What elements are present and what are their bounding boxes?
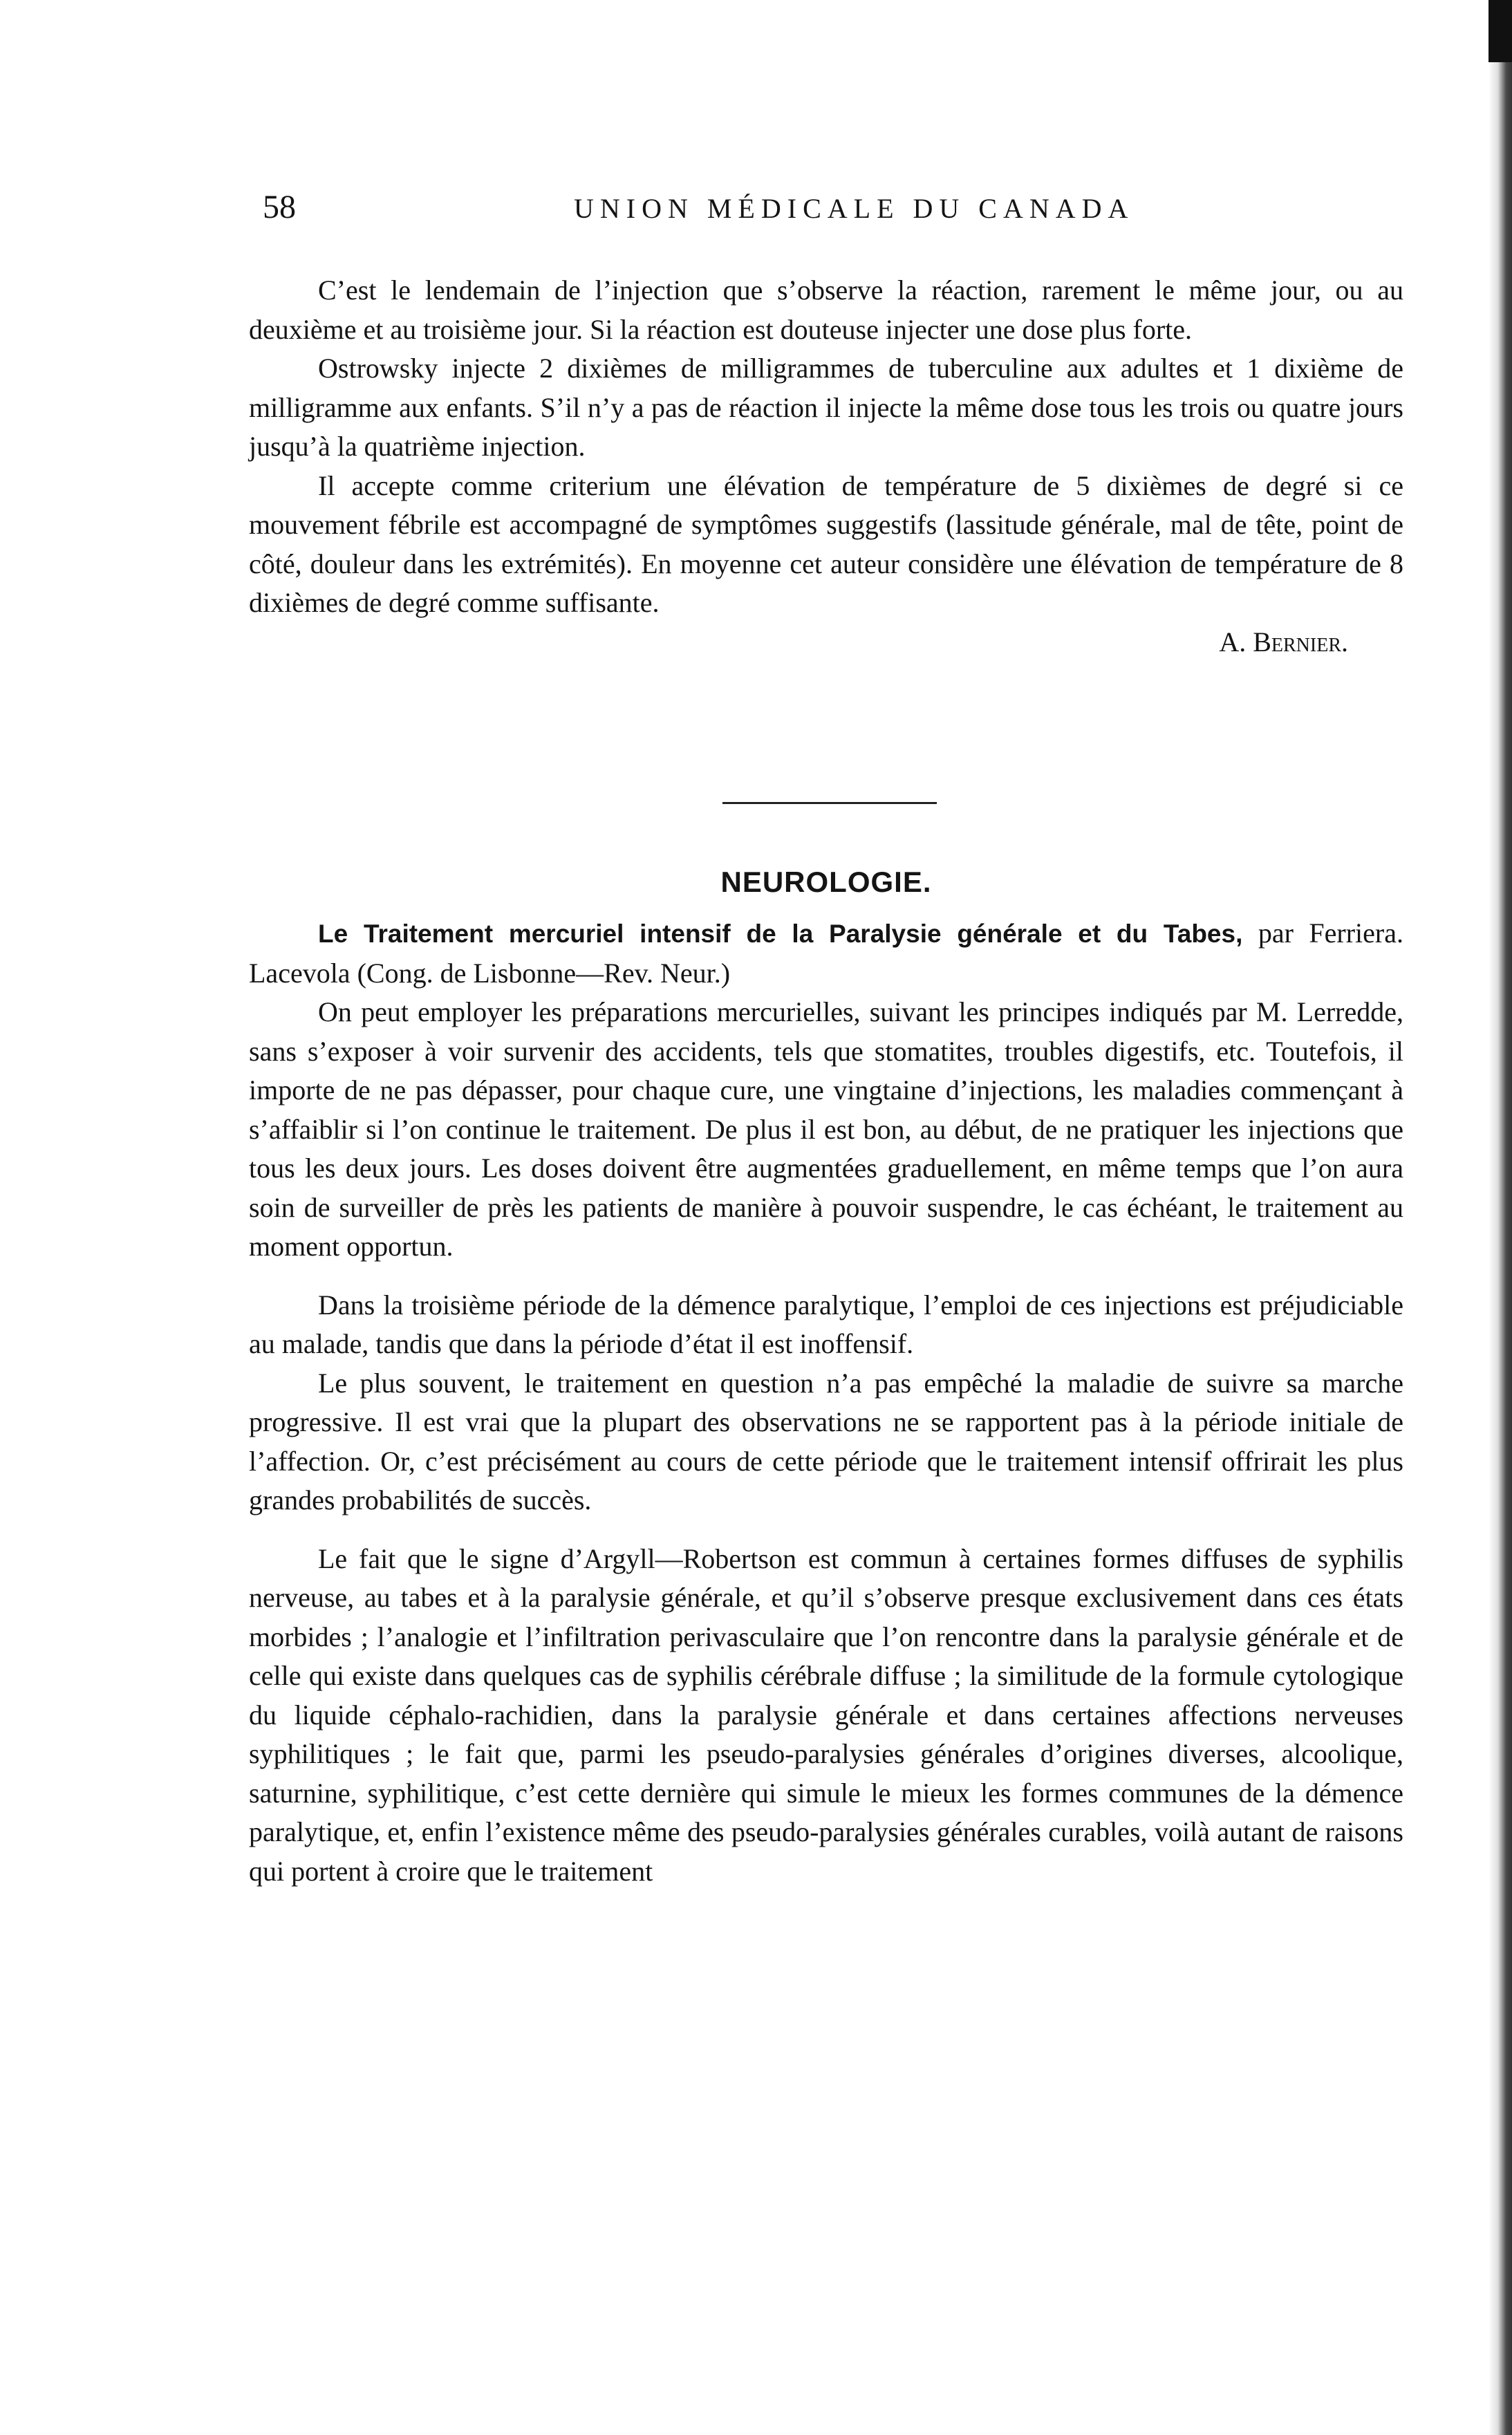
paragraph: Le fait que le signe d’Argyll—Robertson est commun à certaines formes diffuses de syphilis nerveuse, au tabes et à la paralysie générale, et qu’il s’observe presque exclusivement dans ces états morbides ; l’analogie et l’infiltration perivasculaire que l’on rencontre dans la paralysie générale et de celle qui existe dans quelques cas de syphilis cérébrale diffuse ; la similitude de la formule cytologique du liquide céphalo-rachidien, dans la paralysie générale et dans certaines affections nerveuses syphilitiques ; le fait que, parmi les pseudo-paralysies générales d’origines diverses, alcoolique, saturnine, syphilitique, c’est cette dernière qui simule le mieux les formes communes de la démence paralytique, et, enfin l’existence même des pseudo-paralysies générales curables, voilà autant de raisons qui portent à croire que le traitement: [249, 1542, 1403, 1887]
page-edge-shadow-top: [1488, 0, 1512, 62]
paragraph: Dans la troisième période de la démence paralytique, l’emploi de ces injections est préjudiciable au malade, tandis que dans la période d’état il est inoffensif.: [249, 1289, 1403, 1359]
running-head: [263, 188, 1397, 236]
first-article: [249, 271, 1403, 662]
paragraph: Ostrowsky injecte 2 dixièmes de milligrammes de tuberculine aux adultes et 1 dixième de milligramme aux enfants. S’il n’y a pas de réaction il injecte la même dose tous les trois ou quatre jours jusqu’à la quatrième injection.: [249, 353, 1403, 462]
article-title-source: par Ferriera. Lacevola (Cong. de Lisbonne—Rev. Neur.): [249, 917, 1403, 989]
paragraph: On peut employer les préparations mercurielles, suivant les principes indiqués par M. Lerredde, sans s’exposer à voir survenir des accidents, tels que stomatites, troubles digestifs, etc. Toutefois, il importe de ne pas dépasser, pour chaque cure, une vingtaine d’injections, les maladies commençant à s’affaiblir si l’on continue le traitement. De plus il est bon, au début, de ne pratiquer les injections que tous les deux jours. Les doses doivent être augmentées graduellement, en même temps que l’on aura soin de surveiller de près les patients de manière à pouvoir suspendre, le cas échéant, le traitement au moment opportun.: [249, 996, 1403, 1262]
section-divider: [722, 802, 937, 804]
paragraph-gap: [249, 1267, 1403, 1286]
second-article: [249, 914, 1403, 1891]
paragraph: C’est le lendemain de l’injection que s’observe la réaction, rarement le même jour, ou au deuxième et au troisième jour. Si la réaction est douteuse injecter une dose plus forte.: [249, 274, 1403, 345]
article-title: [249, 914, 1403, 993]
paragraph-gap: [249, 1520, 1403, 1540]
author-signature: A. Bernier.: [1219, 626, 1348, 657]
page-number: 58: [263, 189, 296, 225]
article-title-bold: Le Traitement mercuriel intensif de la Paralysie générale et du Tabes,: [318, 920, 1243, 948]
journal-title: UNION MÉDICALE DU CANADA: [574, 193, 1135, 224]
paragraph: Il accepte comme criterium une élévation de température de 5 dixièmes de degré si ce mouvement fébrile est accompagné de symptômes suggestifs (lassitude générale, mal de tête, point de côté, douleur dans les extrémités). En moyenne cet auteur considère une élévation de température de 8 dixièmes de degré comme suffisante.: [249, 469, 1403, 618]
section-title: NEUROLOGIE.: [720, 866, 932, 898]
page-edge-shadow: [1488, 0, 1512, 2435]
paragraph: Le plus souvent, le traitement en question n’a pas empêché la maladie de suivre sa marche progressive. Il est vrai que la plupart des observations ne se rapportent pas à la période initiale de l’affection. Or, c’est précisément au cours de cette période que le traitement intensif offrirait les plus grandes probabilités de succès.: [249, 1367, 1403, 1515]
